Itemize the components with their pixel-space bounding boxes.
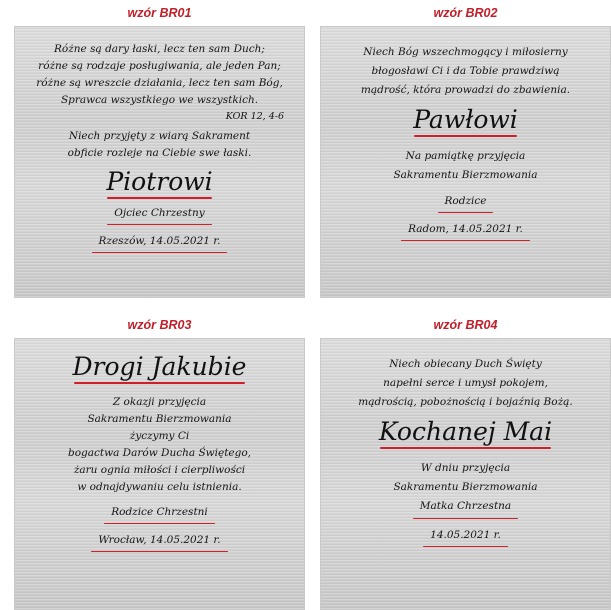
recipient-name: Pawłowi bbox=[410, 104, 521, 139]
design-card-br03[interactable] bbox=[14, 312, 305, 610]
occasion-line: żaru ognia miłości i cierpliwości bbox=[73, 464, 246, 476]
occasion-line: bogactwa Darów Ducha Świętego, bbox=[67, 447, 252, 459]
engraved-plate bbox=[320, 338, 611, 610]
verse-line: Różne są dary łaski, lecz ten sam Duch; bbox=[54, 43, 265, 55]
verse-line: napełni serce i umysł pokojem, bbox=[383, 377, 548, 389]
design-card-br04[interactable] bbox=[320, 312, 611, 610]
occasion-line: Z okazji przyjęcia bbox=[112, 396, 207, 408]
occasion-line: życzymy Ci bbox=[129, 430, 190, 442]
verse-reference: KOR 12, 4-6 bbox=[225, 111, 284, 122]
engraved-plate bbox=[14, 338, 305, 610]
engraved-plate bbox=[14, 26, 305, 298]
engraved-plate bbox=[320, 26, 611, 298]
place-date: Radom, 14.05.2021 r. bbox=[405, 221, 526, 241]
verse-line: mądrość, która prowadzi do zbawienia. bbox=[360, 84, 571, 96]
signature: Rodzice bbox=[442, 193, 490, 213]
wish-line: obficie rozleje na Ciebie swe łaski. bbox=[67, 147, 252, 159]
signature: Ojciec Chrzestny bbox=[111, 205, 207, 225]
verse-line: Niech Bóg wszechmogący i miłosierny bbox=[363, 46, 568, 58]
place-date: 14.05.2021 r. bbox=[427, 527, 504, 547]
occasion-line: Sakramentu Bierzmowania bbox=[393, 481, 538, 493]
design-code-label: wzór BR02 bbox=[433, 6, 498, 20]
place-date: Rzeszów, 14.05.2021 r. bbox=[96, 233, 224, 253]
design-code-label: wzór BR03 bbox=[127, 318, 192, 332]
occasion-line: W dniu przyjęcia bbox=[420, 462, 511, 474]
verse-line: różne są rodzaje posługiwania, ale jeden Pan; bbox=[38, 60, 281, 72]
design-card-br02[interactable] bbox=[320, 0, 611, 298]
signature: Matka Chrzestna bbox=[417, 497, 514, 519]
design-code-label: wzór BR04 bbox=[433, 318, 498, 332]
verse-line: Niech obiecany Duch Święty bbox=[389, 358, 542, 370]
wish-line: Niech przyjęty z wiarą Sakrament bbox=[68, 130, 251, 142]
design-card-br01[interactable] bbox=[14, 0, 305, 298]
recipient-name: Kochanej Mai bbox=[376, 416, 555, 451]
verse-line: Sprawca wszystkiego we wszystkich. bbox=[60, 94, 259, 106]
verse-line: błogosławi Ci i da Tobie prawdziwą bbox=[371, 65, 560, 77]
occasion-line: Sakramentu Bierzmowania bbox=[393, 169, 538, 181]
occasion-line: w odnajdywaniu celu istnienia. bbox=[77, 481, 242, 493]
verse-line: mądrością, pobożnością i bojaźnią Bożą. bbox=[358, 396, 573, 408]
signature: Rodzice Chrzestni bbox=[108, 504, 211, 524]
design-code-label: wzór BR01 bbox=[127, 6, 192, 20]
recipient-name: Drogi Jakubie bbox=[70, 351, 250, 386]
verse-line: różne są wreszcie działania, lecz ten sam Bóg, bbox=[36, 77, 283, 89]
recipient-name: Piotrowi bbox=[103, 166, 215, 201]
place-date: Wrocław, 14.05.2021 r. bbox=[95, 532, 223, 552]
occasion-line: Na pamiątkę przyjęcia bbox=[405, 150, 526, 162]
occasion-line: Sakramentu Bierzmowania bbox=[87, 413, 232, 425]
